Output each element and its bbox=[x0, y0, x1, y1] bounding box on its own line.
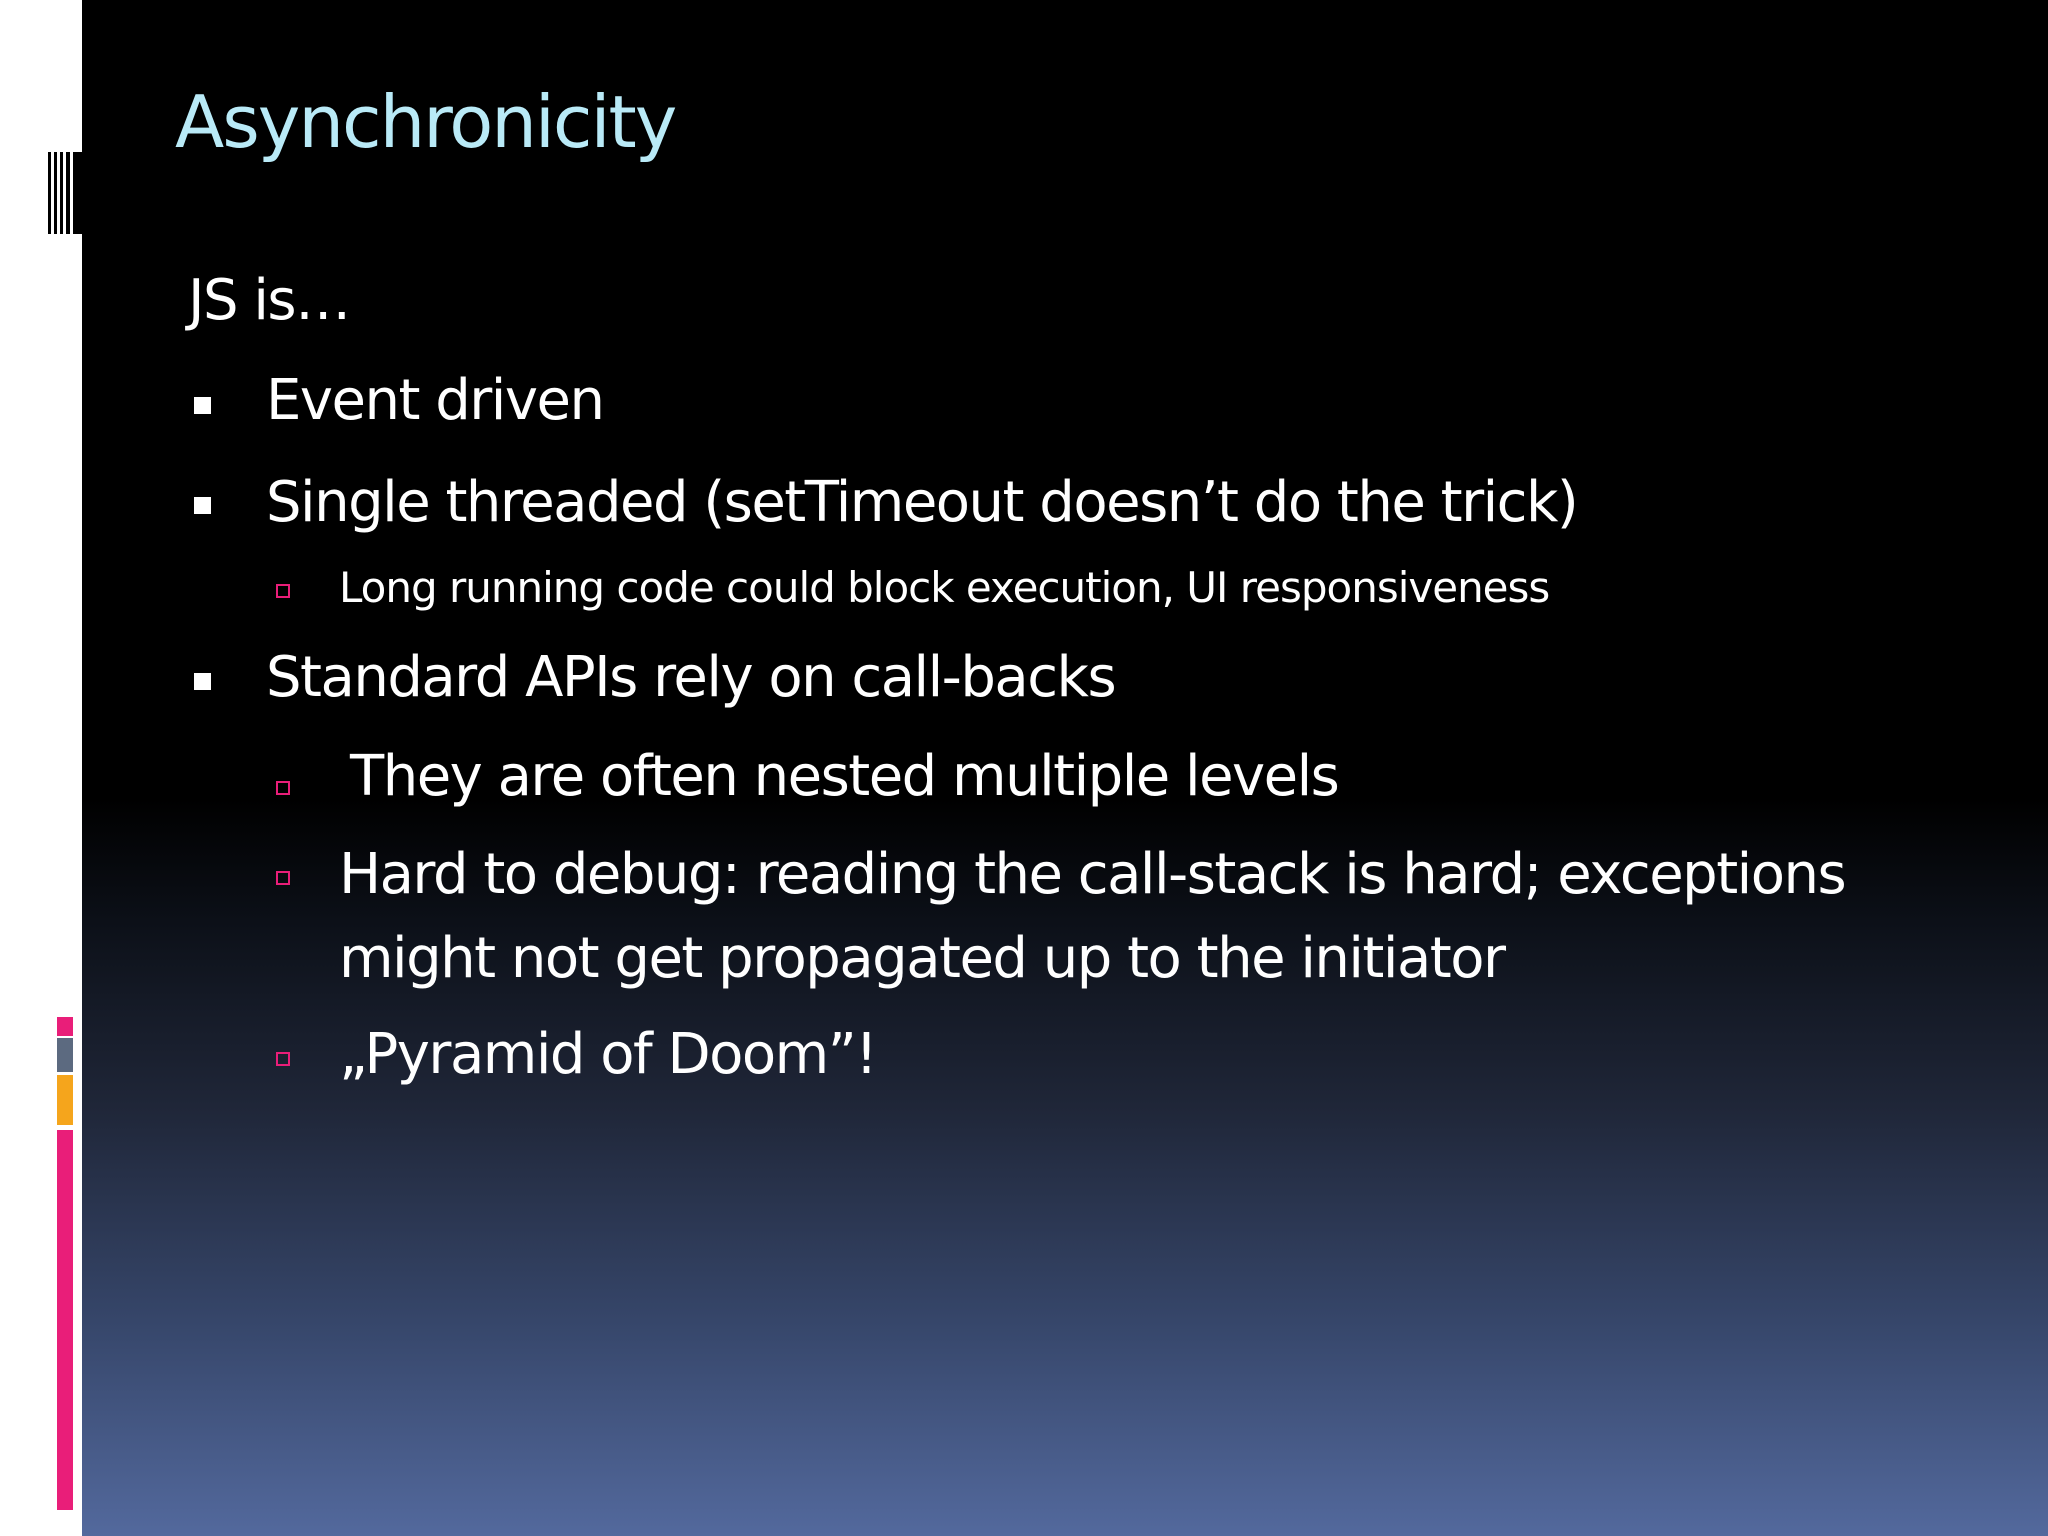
bullet-square-icon bbox=[194, 497, 211, 514]
sub-bullet-icon bbox=[276, 1052, 290, 1066]
bullet-item-1: Event driven bbox=[266, 368, 604, 433]
sub-bullet-icon bbox=[276, 781, 290, 795]
sub-bullet-item-2-1: Long running code could block execution, UI responsiveness bbox=[339, 563, 1550, 612]
intro-text: JS is… bbox=[188, 268, 350, 333]
sub-bullet-item-3-2: Hard to debug: reading the call-stack is hard; exceptions bbox=[339, 842, 1846, 907]
bullet-square-icon bbox=[194, 673, 211, 690]
slide-title: Asynchronicity bbox=[175, 80, 676, 164]
bullet-item-2: Single threaded (setTimeout doesn’t do the trick) bbox=[266, 470, 1578, 535]
bullet-item-3: Standard APIs rely on call-backs bbox=[266, 645, 1116, 710]
bullet-square-icon bbox=[194, 397, 211, 414]
sub-bullet-item-3-2-cont: might not get propagated up to the initiator bbox=[339, 926, 1505, 991]
sub-bullet-item-3-3: „Pyramid of Doom”! bbox=[339, 1022, 877, 1087]
sub-bullet-icon bbox=[276, 584, 290, 598]
sub-bullet-icon bbox=[276, 871, 290, 885]
sub-bullet-item-3-1: They are often nested multiple levels bbox=[350, 744, 1339, 809]
